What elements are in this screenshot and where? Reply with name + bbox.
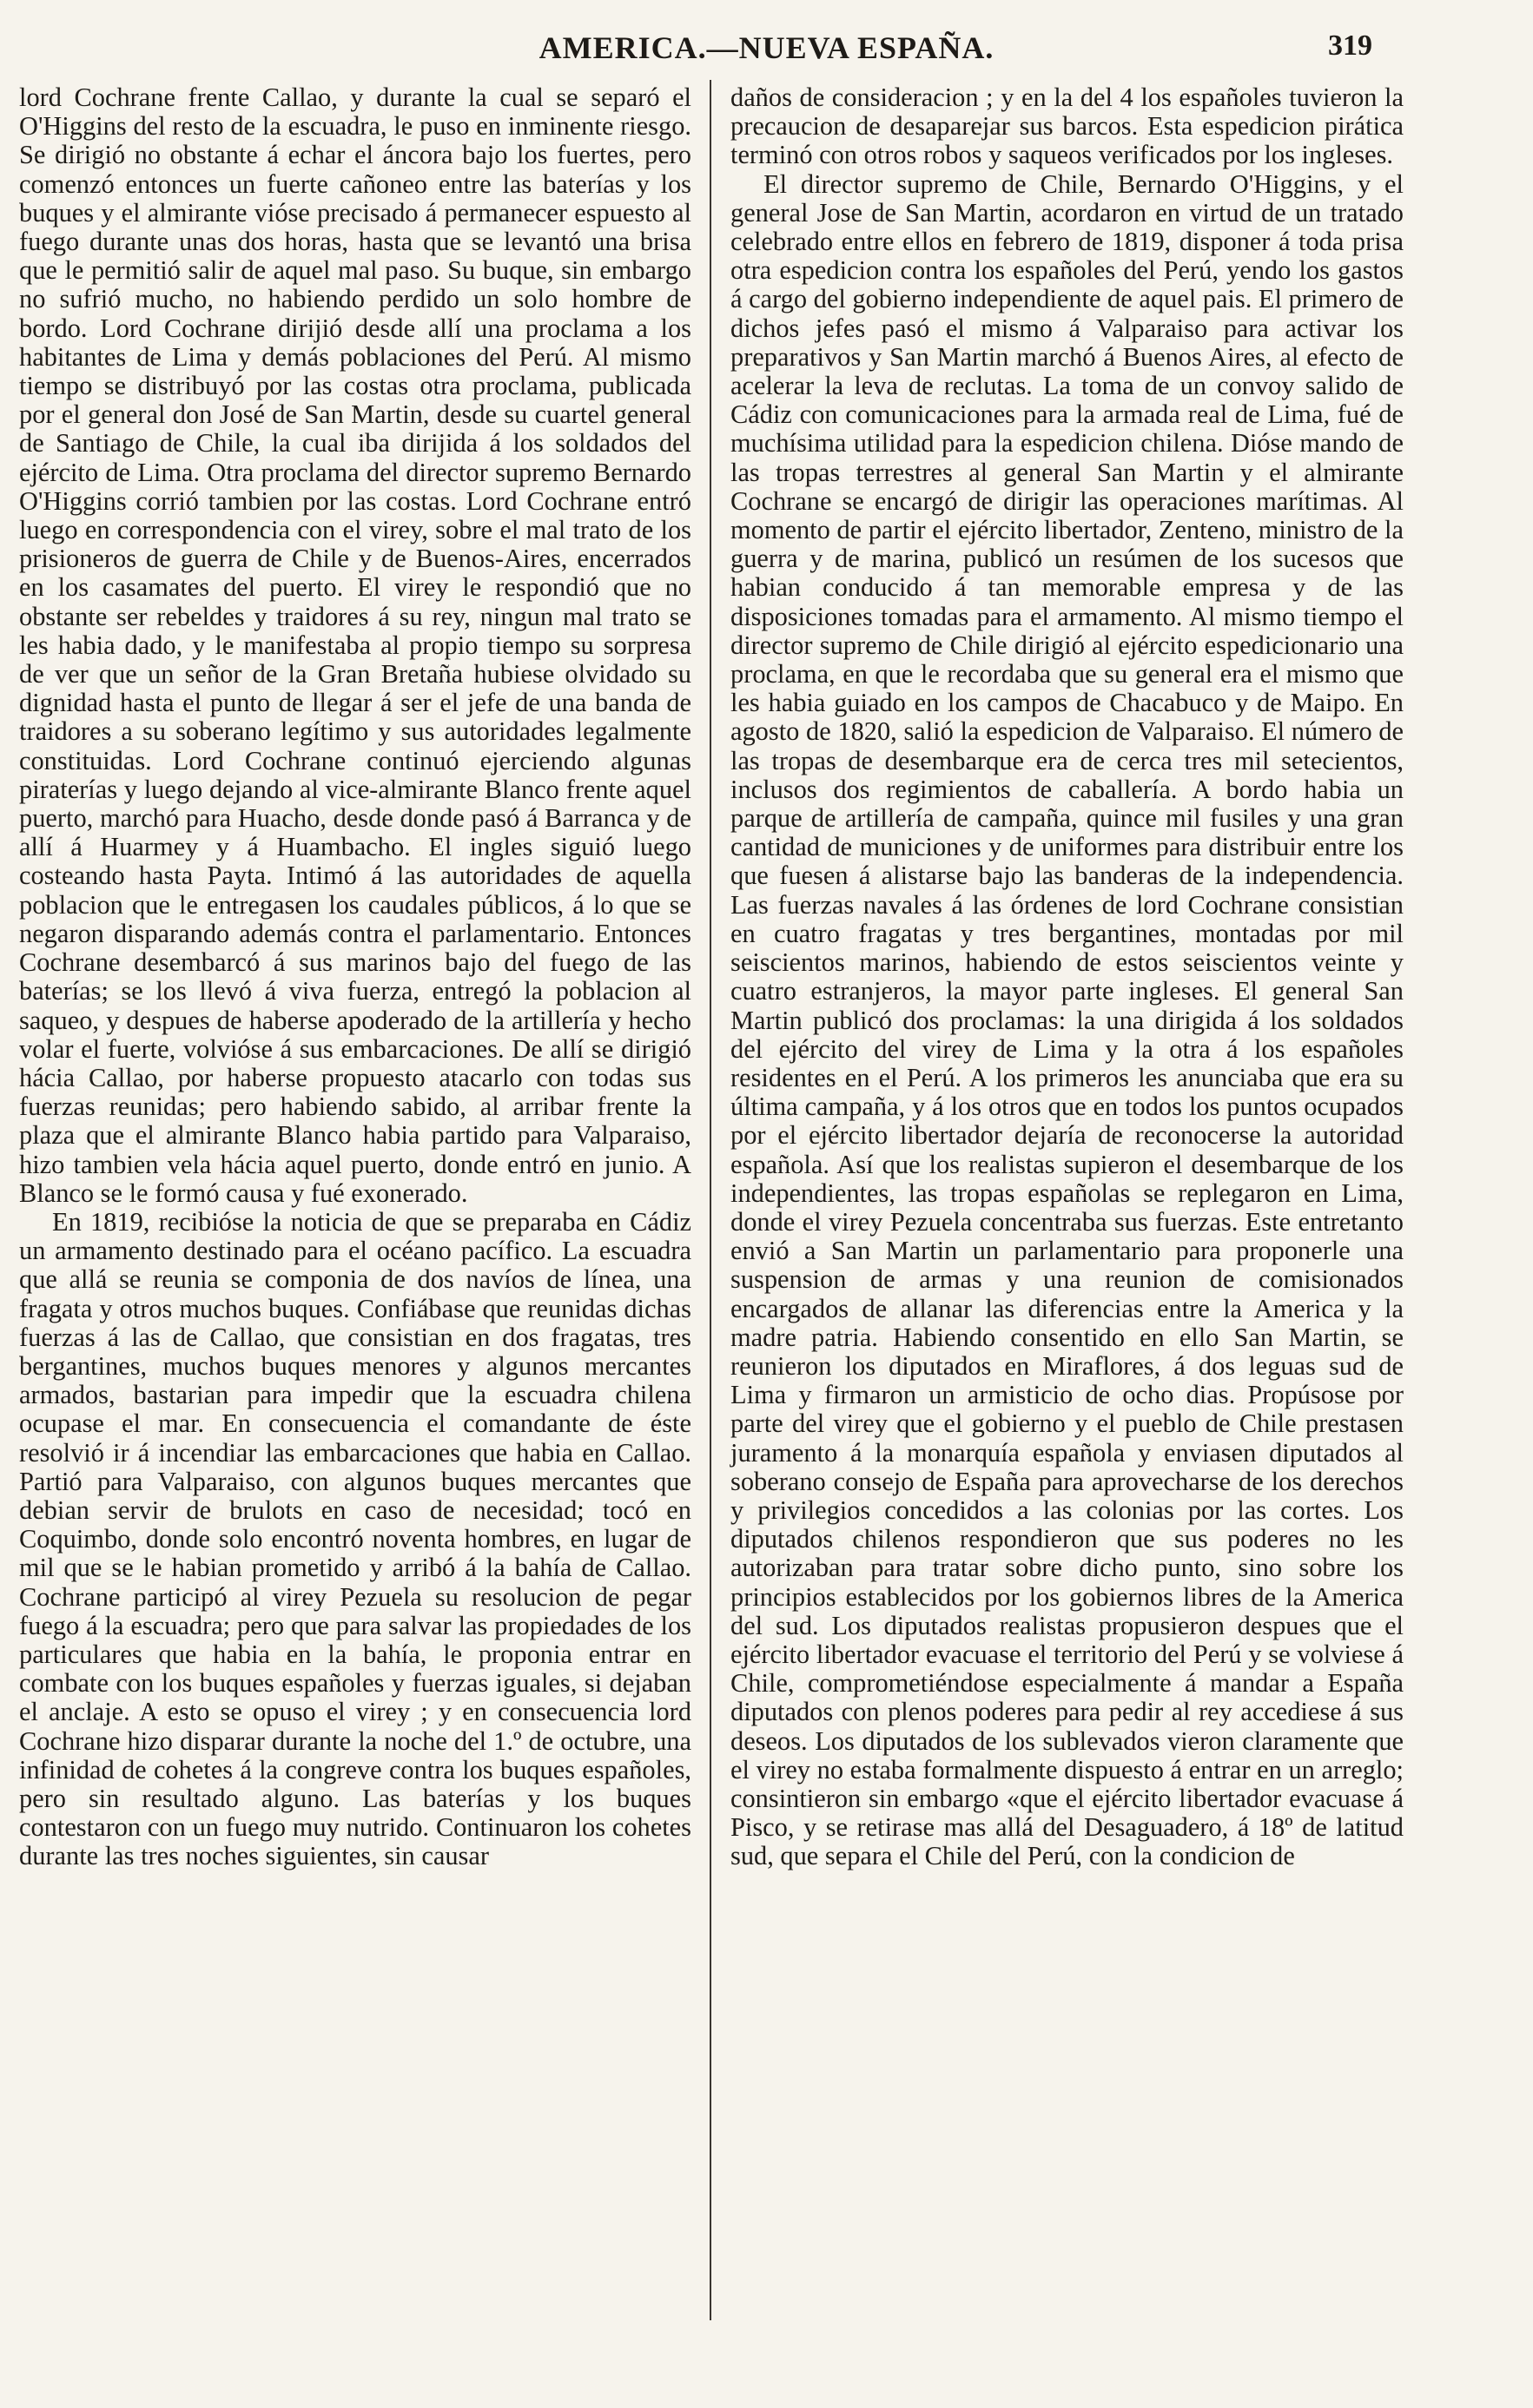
- paragraph: daños de consideracion ; y en la del 4 los españoles tuvieron la precaucion de desaparejar sus barcos. Esta espedicion pirática terminó con otros robos y saqueos verificados por los ingleses.: [730, 82, 1404, 170]
- paragraph: El director supremo de Chile, Bernardo O'Higgins, y el general Jose de San Martin, acordaron en virtud de un tratado celebrado entre ellos en febrero de 1819, disponer á toda prisa otra espedicion contra los españoles del Perú, yendo los gastos á cargo del gobierno independiente de aquel pais. El primero de dichos jefes pasó el mismo á Valparaiso para activar los preparativos y San Martin marchó á Buenos Aires, al efecto de acelerar la leva de reclutas. La toma de un convoy salido de Cádiz con comunicaciones para la armada real de Lima, fué de muchísima utilidad para la espedicion chilena. Dióse mando de las tropas terrestres al general San Martin y el almirante Cochrane se encargó de dirigir las operaciones marítimas. Al momento de partir el ejército libertador, Zenteno, ministro de la guerra y de marina, publicó un resúmen de los sucesos que habian conducido á tan memorable empresa y de las disposiciones tomadas para el armamento. Al mismo tiempo el director supremo de Chile dirigió al ejército espedicionario una proclama, en que le recordaba que su general era el mismo que les habia guiado en los campos de Chacabuco y de Maipo. En agosto de 1820, salió la espedicion de Valparaiso. El número de las tropas de desembarque era de cerca tres mil setecientos, inclusos dos regimientos de caballería. A bordo habia un parque de artillería de campaña, quince mil fusiles y una gran cantidad de municiones y de uniformes para distribuir entre los que fuesen á alistarse bajo las banderas de la independencia. Las fuerzas navales á las órdenes de lord Cochrane consistian en cuatro fragatas y tres bergantines, montadas por mil seiscientos marinos, habiendo de estos seiscientos veinte y cuatro estranjeros, la mayor parte ingleses. El general San Martin publicó dos proclamas: la una dirigida á los soldados del ejército del virey de Lima y la otra á los españoles residentes en el Perú. A los primeros les anunciaba que era su última campaña, y á los otros que en todos los puntos ocupados por el ejército libertador dejaría de reconocerse la autoridad española. Así que los realistas supieron el desembarque de los independientes, las tropas españolas se replegaron en Lima, donde el virey Pezuela concentraba sus fuerzas. Este entretanto envió a San Martin un parlamentario para proponerle una suspension de armas y una reunion de comisionados encargados de allanar las diferencias entre la America y la madre patria. Habiendo consentido en ello San Martin, se reunieron los diputados en Miraflores, á dos leguas sud de Lima y firmaron un armisticio de ocho dias. Propúsose por parte del virey que el gobierno y el pueblo de Chile prestasen juramento á la monarquía española y enviasen diputados al soberano consejo de España para aprovecharse de los derechos y privilegios concedidos a las colonias por las cortes. Los diputados chilenos respondieron que sus poderes no les autorizaban para tratar sobre dicho punto, sino sobre los principios establecidos por los gobiernos libres de la America del sud. Los diputados realistas propusieron despues que el ejército libertador evacuase el territorio del Perú y se volviese á Chile, comprometiéndose especialmente á mandar a España diputados con plenos poderes para pedir al rey accediese á sus deseos. Los diputados de los sublevados vieron claramente que el virey no estaba formalmente dispuesto á entrar en un arreglo; consintieron sin embargo «que el ejército libertador evacuase á Pisco, y se retirase mas allá del Desaguadero, á 18º de latitud sud, que separa el Chile del Perú, con la condicion de: [730, 168, 1404, 1871]
- left-column: [19, 83, 691, 1871]
- right-column: [730, 83, 1404, 1871]
- paragraph: En 1819, recibióse la noticia de que se preparaba en Cádiz un armamento destinado para el océano pacífico. La escuadra que allá se reunia se componia de dos navíos de línea, una fragata y otros muchos buques. Confiábase que reunidas dichas fuerzas á las de Callao, que consistian en dos fragatas, tres bergantines, muchos buques menores y algunos mercantes armados, bastarian para impedir que la escuadra chilena ocupase el mar. En consecuencia el comandante de éste resolvió ir á incendiar las embarcaciones que habia en Callao. Partió para Valparaiso, con algunos buques mercantes que debian servir de brulots en caso de necesidad; tocó en Coquimbo, donde solo encontró noventa hombres, en lugar de mil que se le habian prometido y arribó á la bahía de Callao. Cochrane participó al virey Pezuela su resolucion de pegar fuego á la escuadra; pero que para salvar las propiedades de los particulares que habia en la bahía, le proponia entrar en combate con los buques españoles y fuerzas iguales, si dejaban el anclaje. A esto se opuso el virey ; y en consecuencia lord Cochrane hizo disparar durante la noche del 1.º de octubre, una infinidad de cohetes á la congreve contra los buques españoles, pero sin resultado alguno. Las baterías y los buques contestaron con un fuego muy nutrido. Continuaron los cohetes durante las tres noches siguientes, sin causar: [19, 1206, 691, 1871]
- page-header: [0, 24, 1533, 73]
- paragraph: lord Cochrane frente Callao, y durante la cual se separó el O'Higgins del resto de la escuadra, le puso en inminente riesgo. Se dirigió no obstante á echar el áncora bajo los fuertes, pero comenzó entonces un fuerte cañoneo entre las baterías y los buques y el almirante vióse precisado á permanecer espuesto al fuego durante unas dos horas, hasta que se levantó una brisa que le permitió salir de aquel mal paso. Su buque, sin embargo no sufrió mucho, no habiendo perdido un solo hombre de bordo. Lord Cochrane dirijió desde allí una proclama a los habitantes de Lima y demás poblaciones del Perú. Al mismo tiempo se distribuyó por las costas otra proclama, publicada por el general don José de San Martin, desde su cuartel general de Santiago de Chile, la cual iba dirijida á los soldados del ejército de Lima. Otra proclama del director supremo Bernardo O'Higgins corrió tambien por las costas. Lord Cochrane entró luego en correspondencia con el virey, sobre el mal trato de los prisioneros de guerra de Chile y de Buenos-Aires, encerrados en los casamates del puerto. El virey le respondió que no obstante ser rebeldes y traidores á su rey, ningun mal trato se les habia dado, y le manifestaba al propio tiempo su sorpresa de ver que un señor de la Gran Bretaña hubiese olvidado su dignidad hasta el punto de llegar á ser el jefe de una banda de traidores a su soberano legítimo y sus autoridades legalmente constituidas. Lord Cochrane continuó ejerciendo algunas piraterías y luego dejando al vice-almirante Blanco frente aquel puerto, marchó para Huacho, desde donde pasó á Barranca y de allí á Huarmey y á Huambacho. El ingles siguió luego costeando hasta Payta. Intimó á las autoridades de aquella poblacion que le entregasen los caudales públicos, á lo que se negaron disparando además contra el parlamentario. Entonces Cochrane desembarcó á sus marinos bajo del fuego de las baterías; se los llevó á viva fuerza, entregó la poblacion al saqueo, y despues de haberse apoderado de la artillería y hecho volar el fuerte, volvióse á sus embarcaciones. De allí se dirigió hácia Callao, por haberse propuesto atacarlo con todas sus fuerzas reunidas; pero habiendo sabido, al arribar frente la plaza que el almirante Blanco habia partido para Valparaiso, hizo tambien vela hácia aquel puerto, donde entró en junio. A Blanco se le formó causa y fué exonerado.: [19, 82, 691, 1208]
- running-title: AMERICA.—NUEVA ESPAÑA.: [539, 30, 994, 65]
- column-divider: [710, 80, 711, 2320]
- page-number: 319: [1328, 30, 1372, 62]
